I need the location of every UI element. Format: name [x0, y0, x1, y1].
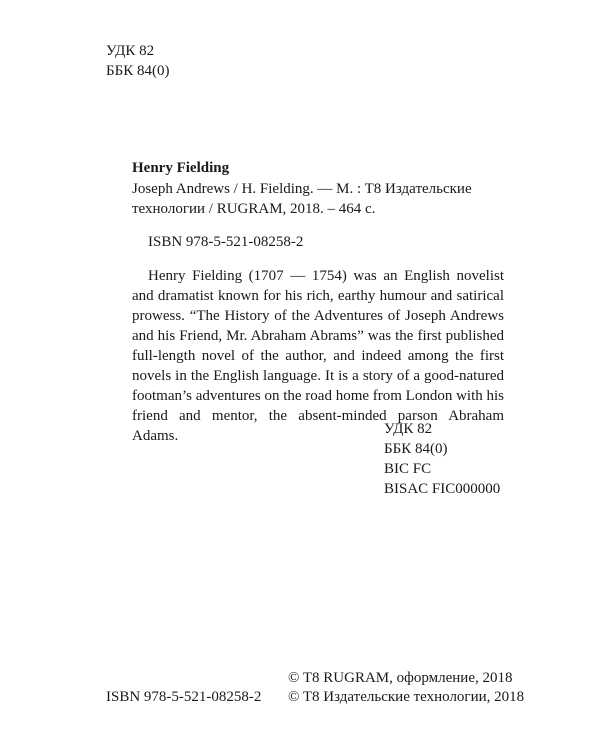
- catalog-entry-line-2: технологии / RUGRAM, 2018. – 464 с.: [132, 201, 376, 217]
- udk-code: УДК 82: [106, 43, 155, 59]
- udk-code-right: УДК 82: [384, 421, 433, 437]
- copyright-publisher: © T8 Издательские технологии, 2018: [288, 689, 525, 705]
- bisac-code: BISAC FIC000000: [384, 481, 501, 497]
- copyright-design: © T8 RUGRAM, оформление, 2018: [288, 670, 513, 686]
- author-name: Henry Fielding: [132, 160, 230, 176]
- catalog-record: [132, 158, 504, 219]
- bic-code: BIC FC: [384, 461, 432, 477]
- bbk-code-right: ББК 84(0): [384, 441, 448, 457]
- top-classification-codes: [106, 41, 169, 81]
- copyright-notices: [288, 668, 524, 706]
- bbk-code: ББК 84(0): [106, 63, 170, 79]
- bottom-isbn: ISBN 978-5-521-08258-2: [106, 689, 262, 705]
- annotation-paragraph: Henry Fielding (1707 — 1754) was an English novelist and dramatist known for his rich, earthy humour and satirical prowess. “The History of the Adventures of Joseph Andrews and his Friend, Mr. Abraham Abrams” was the first published full-length novel of the author, and indeed among the first novels in the English language. It is a story of a good-natured footman’s adventures on the road home from London with his friend and mentor, the absent-minded parson Abraham Adams.: [132, 268, 505, 444]
- catalog-isbn: ISBN 978-5-521-08258-2: [148, 234, 304, 250]
- catalog-entry-line-1: Joseph Andrews / H. Fielding. — M. : T8 Издательские: [132, 181, 472, 197]
- right-classification-codes: [384, 419, 500, 499]
